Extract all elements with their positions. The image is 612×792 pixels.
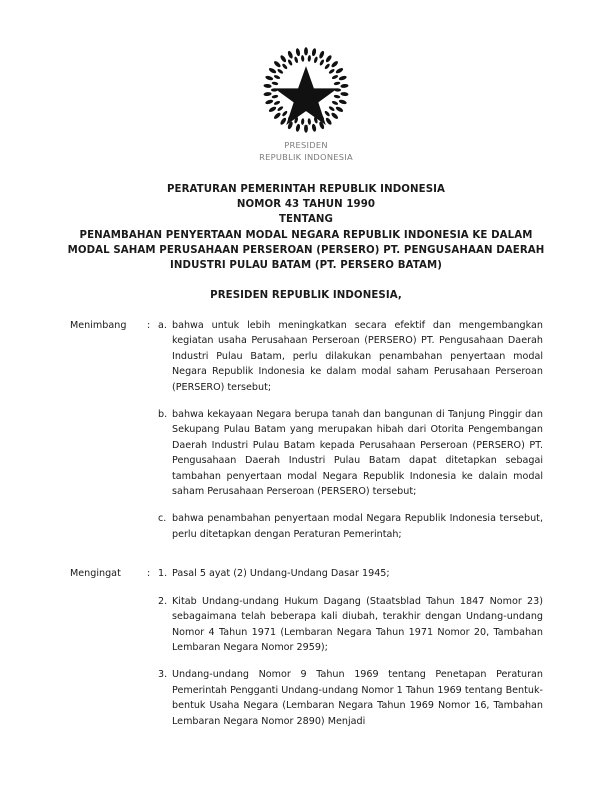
presidential-emblem-block	[0, 44, 612, 163]
emblem-caption	[0, 140, 612, 163]
item-text: Pasal 5 ayat (2) Undang-Undang Dasar 1945;	[172, 568, 390, 580]
item-marker: 3.	[158, 669, 168, 681]
item-marker: a.	[158, 320, 167, 331]
recalling-item-2	[0, 594, 612, 656]
clause-body	[0, 318, 612, 729]
title-line-1: PERATURAN PEMERINTAH REPUBLIK INDONESIA	[166, 184, 446, 195]
garuda-star-wreath-emblem	[260, 44, 352, 136]
title-line-2: NOMOR 43 TAHUN 1990	[236, 199, 376, 211]
group-separator	[0, 542, 612, 566]
emblem-caption-line2: REPUBLIK INDONESIA	[259, 151, 353, 162]
document-title-block	[36, 182, 576, 273]
item-marker: c.	[158, 513, 167, 525]
title-line-5: MODAL SAHAM PERUSAHAAN PERSEROAN (PERSERO) PT. PENGUSAHAAN DAERAH	[67, 244, 545, 256]
emblem-caption-line1: PRESIDEN	[284, 140, 328, 150]
considering-group	[0, 318, 612, 542]
item-text: bahwa penambahan penyertaan modal Negara Republik Indonesia tersebut, perlu ditetapkan dengan Peraturan Pemerintah;	[172, 513, 543, 540]
recalling-item-1	[0, 566, 612, 581]
considering-label: Menimbang	[70, 320, 127, 331]
item-text: Kitab Undang-undang Hukum Dagang (Staatsblad Tahun 1847 Nomor 23) sebagaimana telah beberapa kali diubah, terakhir dengan Undang-undang Nomor 4 Tahun 1971 (Lembaran Negara Tahun 1971 Nomor 20, Tambahan Lembaran Negara Nomor 2959);	[172, 595, 543, 653]
title-line-3: TENTANG	[278, 214, 334, 226]
considering-item-b	[0, 407, 612, 499]
recalling-colon: :	[147, 568, 151, 580]
item-text: Undang-undang Nomor 9 Tahun 1969 tentang Penetapan Peraturan Pemerintah Pengganti Undang-undang Nomor 1 Tahun 1969 tentang Bentuk-bentuk Usaha Negara (Lembaran Negara Tahun 1969 Nomor 16, Tambahan Lembaran Negara Nomor 2890) Menjadi	[172, 669, 543, 727]
title-line-6: INDUSTRI PULAU BATAM (PT. PERSERO BATAM)	[170, 260, 442, 272]
recalling-group	[0, 566, 612, 729]
considering-item-a	[0, 318, 612, 395]
item-text: bahwa kekayaan Negara berupa tanah dan bangunan di Tanjung Pinggir dan Sekupang Pulau Batam yang merupakan hibah dari Otorita Pengembangan Daerah Industri Pulau Batam kepada Perusahaan Perseroan (PERSERO) PT. Pengusahaan Daerah Industri Pulau Batam dapat ditetapkan sebagai tambahan penyertaan modal Negara Republik Indonesia ke dalain modal saham Perusahaan Perseroan (PERSERO) tersebut;	[172, 409, 543, 498]
item-text: bahwa untuk lebih meningkatkan secara efektif dan mengembangkan kegiatan usaha Perusahaan Perseroan (PERSERO) PT. Pengusahaan Daerah Industri Pulau Batam, perlu dilakukan penambahan penyertaan modal Negara Republik Indonesia ke dalam modal saham Perusahaan Perseroan (PERSERO) tersebut;	[172, 320, 543, 393]
item-marker: 2.	[158, 595, 168, 607]
issuing-authority: PRESIDEN REPUBLIK INDONESIA,	[210, 290, 402, 301]
considering-item-c	[0, 511, 612, 542]
recalling-item-3	[0, 667, 612, 729]
item-marker: 1.	[158, 568, 168, 580]
title-line-4: PENAMBAHAN PENYERTAAN MODAL NEGARA REPUBLIK INDONESIA KE DALAM	[79, 229, 533, 241]
item-marker: b.	[158, 409, 168, 421]
considering-colon: :	[147, 320, 151, 331]
recalling-label: Mengingat	[70, 568, 121, 580]
